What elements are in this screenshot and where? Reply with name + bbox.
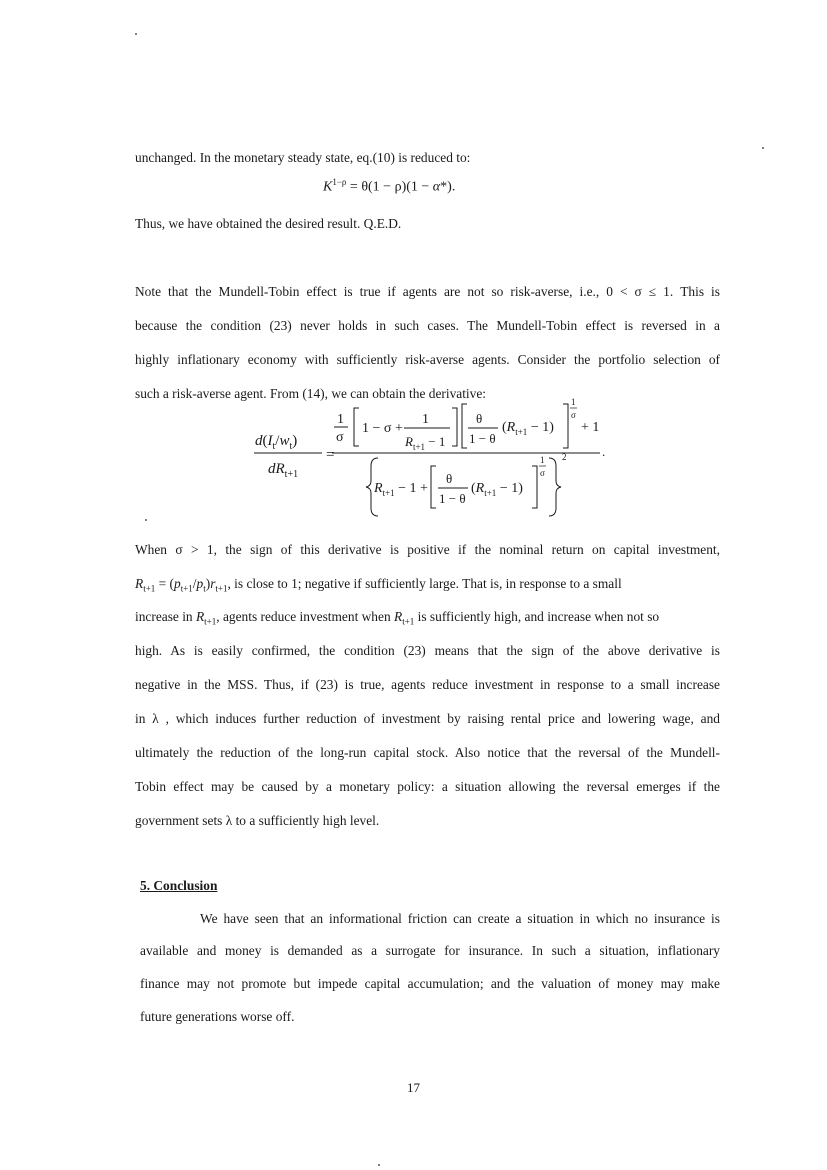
svg-text:σ: σ [540,468,545,478]
scan-speck [762,147,764,149]
svg-text:+ 1: + 1 [581,420,600,435]
svg-text:1: 1 [422,412,429,427]
svg-text:.: . [602,444,606,459]
scan-speck [145,519,147,521]
paragraph-line: highly inflationary economy with sufficiently risk-averse agents. Consider the portfolio selection of [135,352,720,367]
svg-text:(Rt+1 − 1): $(R_{t+1} - 1)$ [502,420,554,437]
paragraph-text: unchanged. In the monetary steady state, eq.(10) is reduced to: [135,150,471,165]
paragraph-line: Note that the Mundell-Tobin effect is true if agents are not so risk-averse, i.e., 0 < σ ≤ 1. This is [135,284,720,299]
svg-text:d(It/wt): $d(I_t/w_t)$ [255,433,298,452]
svg-text:1: 1 [540,455,545,465]
inline-text: increase in [135,609,193,624]
svg-text:1 − θ: 1 − θ [439,491,466,506]
svg-text:1 − σ +: 1 − σ + [362,421,403,436]
svg-text:θ: θ [446,471,453,486]
paragraph-line: because the condition (23) never holds in such cases. The Mundell-Tobin effect is reversed in a [135,318,720,333]
paragraph-text: Thus, we have obtained the desired result. Q.E.D. [135,216,402,231]
svg-text:1: 1 [337,412,344,427]
paragraph-line: finance may not promote but impede capital accumulation; and the valuation of money may make [140,976,720,991]
svg-text:1: 1 [571,397,576,407]
paragraph-line: Tobin effect may be caused by a monetary policy: a situation allowing the reversal emerges if the [135,779,720,794]
equation-steady-state: $K^{1-\rho} = \theta(1 - \rho)(1 - \alpha*)$. [323,177,456,195]
paragraph-line-with-math: increase in $R_{t+1}$, agents reduce investment when $R_{t+1}$ is sufficiently high, and increase when not so [135,609,660,627]
paragraph-line: ultimately the reduction of the long-run capital stock. Also notice that the reversal of the Mundell- [135,745,720,760]
inline-text: is sufficiently high, and increase when not so [417,609,660,624]
paragraph-line-with-math: $R_{t+1} = (p_{t+1}/p_t)r_{t+1}$, is close to 1; negative if sufficiently large. That is, in response to a small [135,576,622,594]
svg-text:θ: θ [476,411,483,426]
svg-text:Rt+1 − 1 +: $R_{t+1} - 1$ + [374,481,428,498]
svg-text:=: = [326,447,335,463]
paragraph-line: high. As is easily confirmed, the condition (23) means that the sign of the above derivative is [135,643,720,658]
svg-text:2: 2 [562,452,567,462]
paragraph-line: We have seen that an informational friction can create a situation in which no insurance is [200,911,720,926]
scan-speck [378,1164,380,1166]
svg-text:dRt+1: $dR_{t+1}$ [268,461,299,480]
svg-text:σ: σ [571,410,576,420]
derivative-equation [240,396,620,526]
inline-text: , agents reduce investment when [216,609,391,624]
paragraph-line: such a risk-averse agent. From (14), we can obtain the derivative: [135,386,487,401]
paragraph-line: government sets λ to a sufficiently high level. [135,813,380,828]
section-heading: 5. Conclusion [140,878,218,893]
svg-text:(Rt+1 − 1): $(R_{t+1} - 1)$ [471,481,523,498]
paragraph-line: negative in the MSS. Thus, if (23) is true, agents reduce investment in response to a small increase [135,677,720,692]
paragraph-line: future generations worse off. [140,1009,295,1024]
page-number: 17 [407,1080,420,1095]
paragraph-line: in λ , which induces further reduction of investment by raising rental price and lowering wage, and [135,711,720,726]
paragraph-line: available and money is demanded as a surrogate for insurance. In such a situation, inflationary [140,943,720,958]
svg-text:σ: σ [336,430,344,445]
paragraph-line: When σ > 1, the sign of this derivative is positive if the nominal return on capital investment, [135,542,720,557]
svg-text:Rt+1 − 1: $R_{t+1} - 1$ [405,434,446,452]
scan-speck [135,33,137,35]
svg-text:1 − θ: 1 − θ [469,431,496,446]
inline-text: , is close to 1; negative if sufficiently large. That is, in response to a small [227,576,622,591]
